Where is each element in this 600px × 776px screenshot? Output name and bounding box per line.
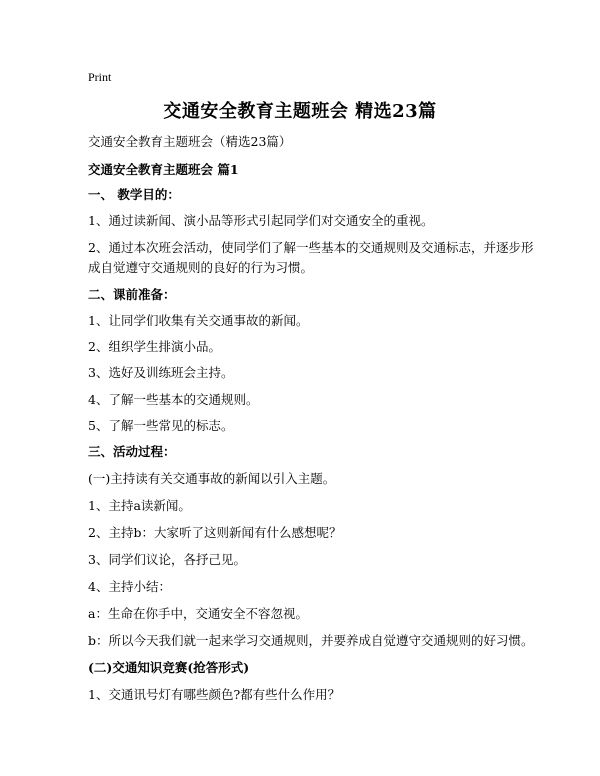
preparation-item: 4、了解一些基本的交通规则。 <box>88 392 259 407</box>
section-heading-process: 三、活动过程： <box>88 444 176 459</box>
objective-item-2-line-2: 成自觉遵守交通规则的良好的行为习惯。 <box>88 260 314 275</box>
preparation-item: 2、组织学生排演小品。 <box>88 339 221 354</box>
section-heading-objectives: 一、 教学目的： <box>88 187 180 202</box>
objective-item-2-line-1: 2、通过本次班会活动，使同学们了解一些基本的交通规则及交通标志，并逐步形 <box>88 240 534 255</box>
objective-item-1: 1、通过读新闻、演小品等形式引起同学们对交通安全的重视。 <box>88 213 434 228</box>
process-step: 2、主持b：大家听了这则新闻有什么感想呢？ <box>88 525 342 540</box>
print-link[interactable]: Print <box>88 70 112 84</box>
process-step: 3、同学们议论，各抒己见。 <box>88 552 246 567</box>
document-subtitle: 交通安全教育主题班会（精选23篇） <box>88 134 292 149</box>
process-part-1-heading: (一)主持读有关交通事故的新闻以引入主题。 <box>88 471 336 486</box>
preparation-item: 3、选好及训练班会主持。 <box>88 365 234 380</box>
process-step: 4、主持小结： <box>88 579 171 594</box>
preparation-item: 1、让同学们收集有关交通事故的新闻。 <box>88 313 309 328</box>
document-title: 交通安全教育主题班会 精选23篇 <box>163 101 437 122</box>
preparation-item: 5、了解一些常见的标志。 <box>88 418 234 433</box>
summary-b: b：所以今天我们就一起来学习交通规则，并要养成自觉遵守交通规则的好习惯。 <box>88 633 534 648</box>
section-heading-preparation: 二、课前准备： <box>88 287 176 302</box>
process-part-2-heading: (二)交通知识竞赛(抢答形式) <box>88 660 250 675</box>
process-step: 1、主持a读新闻。 <box>88 498 191 513</box>
summary-a: a：生命在你手中，交通安全不容忽视。 <box>88 606 308 621</box>
quiz-question-1: 1、交通讯号灯有哪些颜色?都有些什么作用？ <box>88 687 341 702</box>
chapter-heading: 交通安全教育主题班会 篇1 <box>88 162 239 177</box>
